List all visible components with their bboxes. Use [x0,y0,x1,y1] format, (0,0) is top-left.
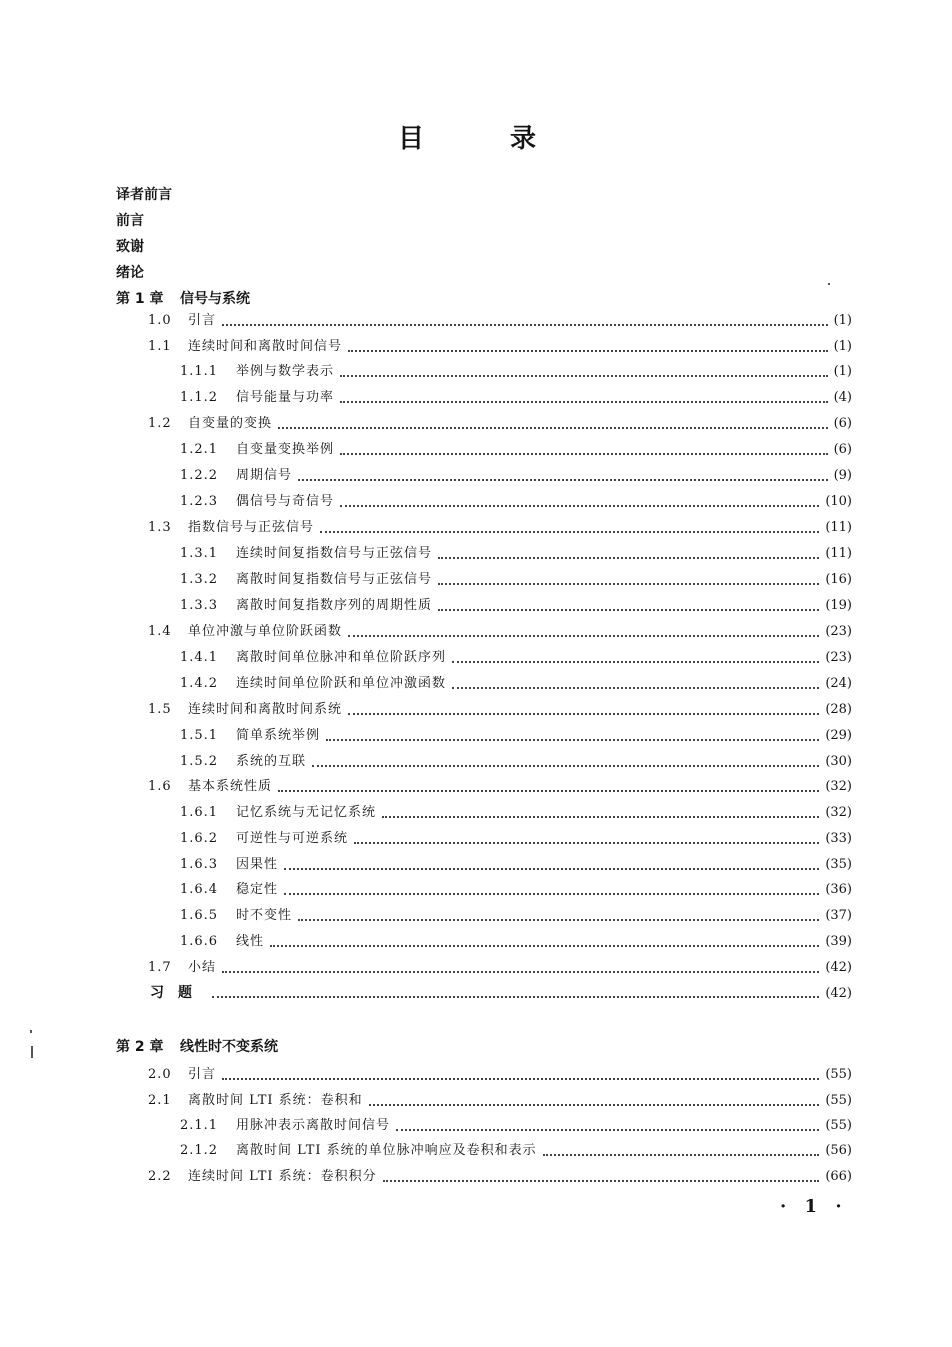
toc-entry[interactable] [180,648,852,668]
chapter-title: 线性时不变系统 [180,1039,278,1055]
section-number: 2.2 [148,1169,172,1184]
page-ref: (42) [825,960,852,975]
section-label: 自变量的变换 [188,416,273,431]
page-ref: (1) [833,364,852,379]
section-label: 指数信号与正弦信号 [188,520,315,535]
section-number: 1.5 [148,702,172,717]
section-label: 时不变性 [236,908,293,923]
exercises-label: 习题 [150,985,206,1001]
toc-entry[interactable] [148,311,852,331]
dot-leader [278,789,819,792]
page-ref: (11) [825,520,852,535]
chapter-title: 信号与系统 [180,291,250,307]
toc-entry[interactable] [180,932,852,952]
section-number: 1.6.5 [180,908,219,923]
dot-leader [340,374,828,377]
toc-entry[interactable] [180,880,852,900]
page-ref: (9) [833,468,852,483]
page-ref: (4) [833,390,852,405]
section-label: 连续时间单位阶跃和单位冲激函数 [236,676,447,691]
page-ref: (37) [825,908,852,923]
page-ref: (19) [825,598,852,613]
page-ref: (66) [825,1169,852,1184]
toc-entry[interactable] [180,596,852,616]
toc-entry[interactable] [180,829,852,849]
toc-entry[interactable] [148,1065,852,1085]
page-ref: (32) [825,779,852,794]
page-ref: (35) [825,857,852,872]
scan-speck [30,1030,32,1033]
dot-leader [340,504,819,507]
page-ref: (1) [833,339,852,354]
section-number: 1.3.1 [180,546,219,561]
page-ref: (23) [825,624,852,639]
page-ref: (11) [825,546,852,561]
dot-leader [212,995,819,998]
section-number: 1.1 [148,339,172,354]
section-number: 1.3.3 [180,598,219,613]
page-ref: (6) [833,442,852,457]
section-number: 1.0 [148,313,172,328]
dot-leader [348,349,828,352]
scan-speck [828,283,830,285]
dot-leader [383,1179,820,1182]
dot-leader [320,530,819,533]
section-label: 引言 [188,313,217,328]
page-ref: (23) [825,650,852,665]
dot-leader [270,944,819,947]
dot-leader [326,738,819,741]
page-ref: (24) [825,676,852,691]
page-ref: (16) [825,572,852,587]
page-number: · 1 · [780,1196,848,1217]
page-ref: (36) [825,882,852,897]
page-ref: (42) [825,986,852,1001]
dot-leader [438,582,819,585]
dot-leader [354,841,819,844]
section-number: 1.6.3 [180,857,219,872]
toc-entry[interactable] [148,622,852,642]
section-number: 1.4.2 [180,676,219,691]
page-ref: (55) [825,1067,852,1082]
toc-entry[interactable] [180,492,852,512]
section-number: 1.1.1 [180,364,219,379]
page-ref: (6) [833,416,852,431]
section-number: 2.1.1 [180,1118,219,1133]
toc-entry[interactable] [148,1091,852,1111]
section-label: 离散时间 LTI 系统：卷积和 [188,1093,363,1108]
dot-leader [452,660,819,663]
page-ref: (56) [825,1143,852,1158]
dot-leader [278,426,828,429]
section-label: 引言 [188,1067,217,1082]
section-label: 连续时间和离散时间信号 [188,339,343,354]
section-number: 1.6.2 [180,831,219,846]
section-label: 偶信号与奇信号 [236,494,335,509]
dot-leader [348,634,819,637]
toc-entry[interactable] [180,388,852,408]
section-label: 信号能量与功率 [236,390,335,405]
section-number: 1.5.2 [180,754,219,769]
page-ref: (39) [825,934,852,949]
section-label: 线性 [236,934,265,949]
page-ref: (33) [825,831,852,846]
section-label: 用脉冲表示离散时间信号 [236,1118,391,1133]
toc-entry[interactable] [180,1141,852,1161]
toc-entry[interactable] [180,466,852,486]
section-label: 单位冲激与单位阶跃函数 [188,624,343,639]
section-number: 1.2.3 [180,494,219,509]
toc-entry[interactable] [180,726,852,746]
toc-entry[interactable] [148,958,852,978]
page-ref: (28) [825,702,852,717]
dot-leader [340,452,828,455]
toc-entry[interactable] [148,1167,852,1187]
section-number: 1.5.1 [180,728,219,743]
section-label: 连续时间复指数信号与正弦信号 [236,546,433,561]
section-number: 1.3.2 [180,572,219,587]
page-ref: (1) [833,313,852,328]
section-number: 1.2.2 [180,468,219,483]
section-number: 1.6 [148,779,172,794]
chapter-heading[interactable] [116,1036,278,1056]
page-title: 目 录 [397,124,566,154]
dot-leader [340,400,828,403]
dot-leader [543,1153,820,1156]
section-label: 基本系统性质 [188,779,273,794]
toc-entry[interactable] [180,674,852,694]
toc-entry[interactable] [148,700,852,720]
chapter-number: 第 2 章 [116,1039,164,1055]
scan-speck [31,1046,33,1058]
dot-leader [382,815,819,818]
section-label: 稳定性 [236,882,279,897]
front-item[interactable]: 绪论 [116,265,144,281]
toc-entry[interactable] [148,518,852,538]
section-label: 记忆系统与无记忆系统 [236,805,377,820]
section-number: 2.1 [148,1093,172,1108]
toc-entry[interactable] [148,414,852,434]
dot-leader [396,1128,819,1131]
section-label: 系统的互联 [236,754,307,769]
page-ref: (30) [825,754,852,769]
section-number: 1.3 [148,520,172,535]
section-label: 简单系统举例 [236,728,321,743]
toc-entry[interactable] [180,440,852,460]
dot-leader [298,918,819,921]
dot-leader [438,556,819,559]
section-label: 因果性 [236,857,279,872]
dot-leader [222,1077,819,1080]
dot-leader [369,1103,820,1106]
section-number: 2.1.2 [180,1143,219,1158]
section-label: 离散时间复指数信号与正弦信号 [236,572,433,587]
section-number: 1.6.6 [180,934,219,949]
section-label: 周期信号 [236,468,293,483]
section-number: 1.4.1 [180,650,219,665]
section-label: 连续时间和离散时间系统 [188,702,343,717]
section-number: 1.1.2 [180,390,219,405]
section-number: 2.0 [148,1067,172,1082]
page-ref: (55) [825,1093,852,1108]
section-label: 离散时间单位脉冲和单位阶跃序列 [236,650,447,665]
dot-leader [452,686,819,689]
toc-entry[interactable] [180,362,852,382]
dot-leader [298,478,828,481]
page-ref: (55) [825,1118,852,1133]
dot-leader [312,764,819,767]
section-label: 离散时间 LTI 系统的单位脉冲响应及卷积和表示 [236,1143,537,1158]
section-label: 举例与数学表示 [236,364,335,379]
toc-entry[interactable] [180,752,852,772]
front-item[interactable]: 译者前言 [116,187,172,203]
section-label: 小结 [188,960,217,975]
dot-leader [348,712,819,715]
section-number: 1.2 [148,416,172,431]
toc-entry[interactable] [180,1116,852,1136]
toc-entry[interactable] [180,803,852,823]
front-item[interactable]: 致谢 [116,239,144,255]
section-number: 1.2.1 [180,442,219,457]
front-item[interactable]: 前言 [116,213,144,229]
toc-entry[interactable] [180,855,852,875]
toc-entry[interactable] [180,570,852,590]
section-label: 连续时间 LTI 系统：卷积积分 [188,1169,377,1184]
dot-leader [438,608,819,611]
toc-entry[interactable] [148,777,852,797]
chapter-heading[interactable] [116,288,250,308]
page-ref: (32) [825,805,852,820]
dot-leader [284,892,819,895]
page-ref: (29) [825,728,852,743]
section-number: 1.7 [148,960,172,975]
section-label: 自变量变换举例 [236,442,335,457]
section-number: 1.6.4 [180,882,219,897]
section-number: 1.6.1 [180,805,219,820]
dot-leader [222,323,828,326]
toc-entry[interactable] [180,906,852,926]
chapter-number: 第 1 章 [116,291,164,307]
section-label: 离散时间复指数序列的周期性质 [236,598,433,613]
page-ref: (10) [825,494,852,509]
toc-entry-exercises[interactable] [150,983,852,1003]
section-label: 可逆性与可逆系统 [236,831,349,846]
dot-leader [222,970,819,973]
section-number: 1.4 [148,624,172,639]
toc-entry[interactable] [180,544,852,564]
dot-leader [284,867,819,870]
toc-entry[interactable] [148,337,852,357]
